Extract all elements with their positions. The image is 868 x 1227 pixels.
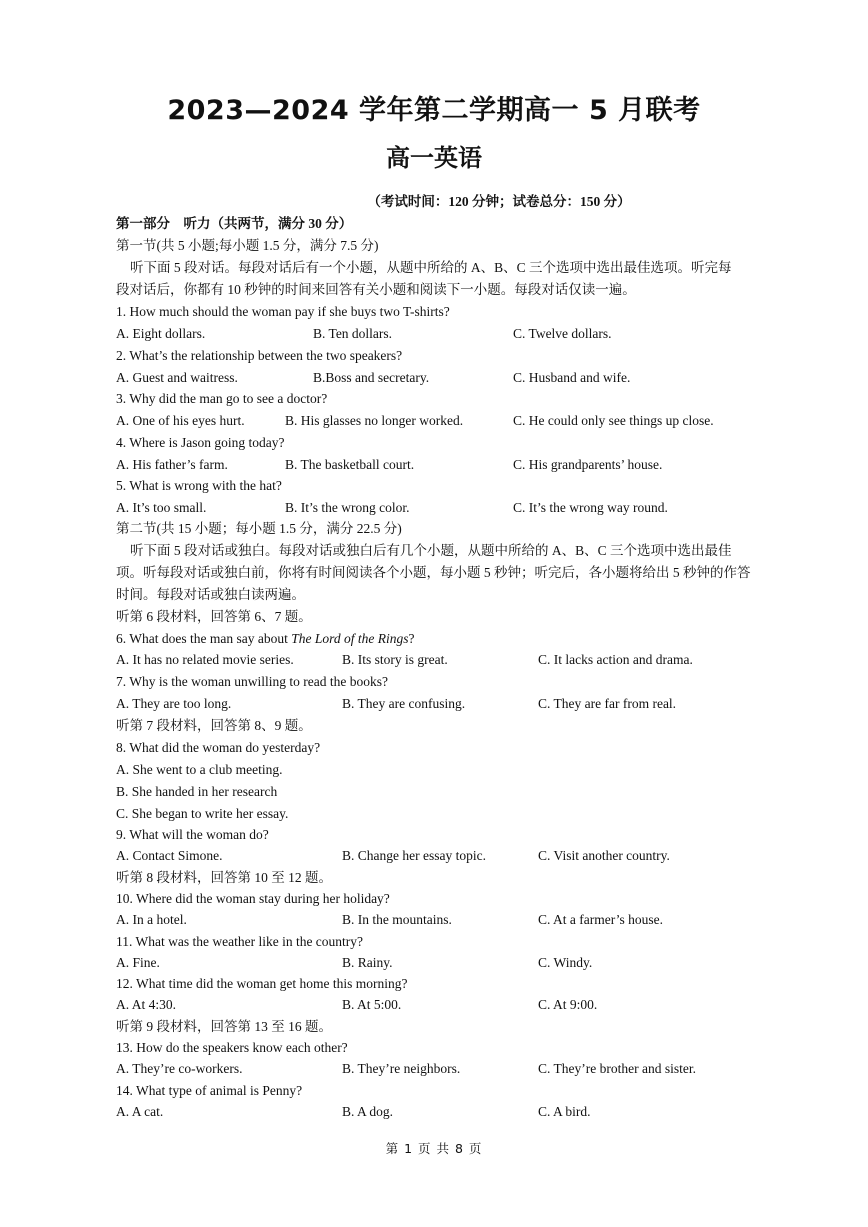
question-8-option-b: B. She handed in her research bbox=[116, 784, 278, 799]
option-b: B. The basketball court. bbox=[285, 457, 415, 472]
option-a: A. A cat. bbox=[116, 1104, 164, 1119]
options-7 bbox=[116, 695, 756, 713]
question-8: 8. What did the woman do yesterday? bbox=[116, 740, 321, 755]
option-c: C. He could only see things up close. bbox=[513, 413, 714, 428]
question-4: 4. Where is Jason going today? bbox=[116, 435, 285, 450]
options-9 bbox=[116, 847, 756, 865]
option-b: B.Boss and secretary. bbox=[313, 370, 430, 385]
exam-title: 2023—2024 学年第二学期高一 5 月联考 bbox=[167, 95, 701, 126]
options-3 bbox=[116, 412, 756, 430]
question-8-option-c: C. She began to write her essay. bbox=[116, 806, 289, 821]
options-11 bbox=[116, 954, 756, 972]
option-c: C. Twelve dollars. bbox=[513, 326, 612, 341]
option-c: C. Windy. bbox=[538, 955, 593, 970]
options-4 bbox=[116, 456, 756, 474]
options-2 bbox=[116, 369, 756, 387]
option-b: B. His glasses no longer worked. bbox=[285, 413, 464, 428]
option-a: A. His father’s farm. bbox=[116, 457, 228, 472]
question-1: 1. How much should the woman pay if she buys two T-shirts? bbox=[116, 304, 450, 319]
section1-heading: 第一节(共 5 小题;每小题 1.5 分，满分 7.5 分) bbox=[116, 238, 379, 253]
option-b: B. Rainy. bbox=[342, 955, 393, 970]
options-6 bbox=[116, 651, 756, 669]
material-6-heading: 听第 6 段材料，回答第 6、7 题。 bbox=[116, 609, 312, 624]
option-a: A. They’re co-workers. bbox=[116, 1061, 243, 1076]
question-2: 2. What’s the relationship between the two speakers? bbox=[116, 348, 403, 363]
option-c: C. It’s the wrong way round. bbox=[513, 500, 668, 515]
option-a: A. In a hotel. bbox=[116, 912, 187, 927]
options-12 bbox=[116, 996, 756, 1014]
option-c: C. A bird. bbox=[538, 1104, 591, 1119]
question-7: 7. Why is the woman unwilling to read the books? bbox=[116, 674, 388, 689]
option-a: A. Fine. bbox=[116, 955, 160, 970]
options-13 bbox=[116, 1060, 756, 1078]
material-8-heading: 听第 8 段材料，回答第 10 至 12 题。 bbox=[116, 870, 332, 885]
options-5 bbox=[116, 499, 756, 517]
book-title: The Lord of the Rings bbox=[291, 631, 409, 646]
material-7-heading: 听第 7 段材料，回答第 8、9 题。 bbox=[116, 718, 312, 733]
section1-instructions-2: 段对话后，你都有 10 秒钟的时间来回答有关小题和阅读下一小题。每段对话仅读一遍。 bbox=[116, 282, 636, 297]
option-b: B. They are confusing. bbox=[342, 696, 466, 711]
material-9-heading: 听第 9 段材料，回答第 13 至 16 题。 bbox=[116, 1019, 332, 1034]
option-c: C. At a farmer’s house. bbox=[538, 912, 663, 927]
question-3: 3. Why did the man go to see a doctor? bbox=[116, 391, 328, 406]
option-b: B. A dog. bbox=[342, 1104, 394, 1119]
option-c: C. At 9:00. bbox=[538, 997, 598, 1012]
option-a: A. It’s too small. bbox=[116, 500, 207, 515]
question-12: 12. What time did the woman get home this morning? bbox=[116, 976, 408, 991]
option-b: B. In the mountains. bbox=[342, 912, 452, 927]
section2-instructions-1: 听下面 5 段对话或独白。每段对话或独白后有几个小题，从题中所给的 A、B、C 三个选项中选出最佳 bbox=[130, 543, 732, 558]
page-number: 第 1 页 共 8 页 bbox=[385, 1141, 483, 1156]
question-11: 11. What was the weather like in the country? bbox=[116, 934, 364, 949]
option-a: A. Guest and waitress. bbox=[116, 370, 238, 385]
option-a: A. Eight dollars. bbox=[116, 326, 206, 341]
option-c: C. It lacks action and drama. bbox=[538, 652, 693, 667]
option-c: C. Visit another country. bbox=[538, 848, 670, 863]
question-8-option-a: A. She went to a club meeting. bbox=[116, 762, 283, 777]
section2-instructions-3: 时间。每段对话或独白读两遍。 bbox=[116, 587, 305, 602]
option-c: C. His grandparents’ house. bbox=[513, 457, 663, 472]
options-1 bbox=[116, 325, 756, 343]
question-10: 10. Where did the woman stay during her holiday? bbox=[116, 891, 390, 906]
exam-subject: 高一英语 bbox=[386, 144, 482, 172]
question-6: 6. What does the man say about The Lord of the Rings? bbox=[116, 631, 415, 646]
part1-heading: 第一部分 听力（共两节，满分 30 分） bbox=[116, 216, 353, 231]
options-14 bbox=[116, 1103, 756, 1121]
question-13: 13. How do the speakers know each other? bbox=[116, 1040, 348, 1055]
options-10 bbox=[116, 911, 756, 929]
option-c: C. Husband and wife. bbox=[513, 370, 631, 385]
section2-heading: 第二节(共 15 小题；每小题 1.5 分，满分 22.5 分) bbox=[116, 521, 402, 536]
question-9: 9. What will the woman do? bbox=[116, 827, 269, 842]
option-a: A. It has no related movie series. bbox=[116, 652, 294, 667]
question-14: 14. What type of animal is Penny? bbox=[116, 1083, 303, 1098]
option-a: A. One of his eyes hurt. bbox=[116, 413, 245, 428]
option-b: B. Change her essay topic. bbox=[342, 848, 486, 863]
option-c: C. They’re brother and sister. bbox=[538, 1061, 696, 1076]
option-a: A. Contact Simone. bbox=[116, 848, 223, 863]
exam-info: （考试时间：120 分钟；试卷总分：150 分） bbox=[367, 194, 631, 209]
option-a: A. They are too long. bbox=[116, 696, 232, 711]
option-b: B. They’re neighbors. bbox=[342, 1061, 461, 1076]
option-b: B. It’s the wrong color. bbox=[285, 500, 410, 515]
option-b: B. Ten dollars. bbox=[313, 326, 393, 341]
option-a: A. At 4:30. bbox=[116, 997, 177, 1012]
question-5: 5. What is wrong with the hat? bbox=[116, 478, 282, 493]
option-b: B. Its story is great. bbox=[342, 652, 448, 667]
section1-instructions-1: 听下面 5 段对话。每段对话后有一个小题，从题中所给的 A、B、C 三个选项中选出最佳选项。听完每 bbox=[130, 260, 732, 275]
section2-instructions-2: 项。听每段对话或独白前，你将有时间阅读各个小题，每小题 5 秒钟；听完后，各小题将给出 5 秒钟的作答 bbox=[116, 565, 751, 580]
option-c: C. They are far from real. bbox=[538, 696, 677, 711]
option-b: B. At 5:00. bbox=[342, 997, 402, 1012]
